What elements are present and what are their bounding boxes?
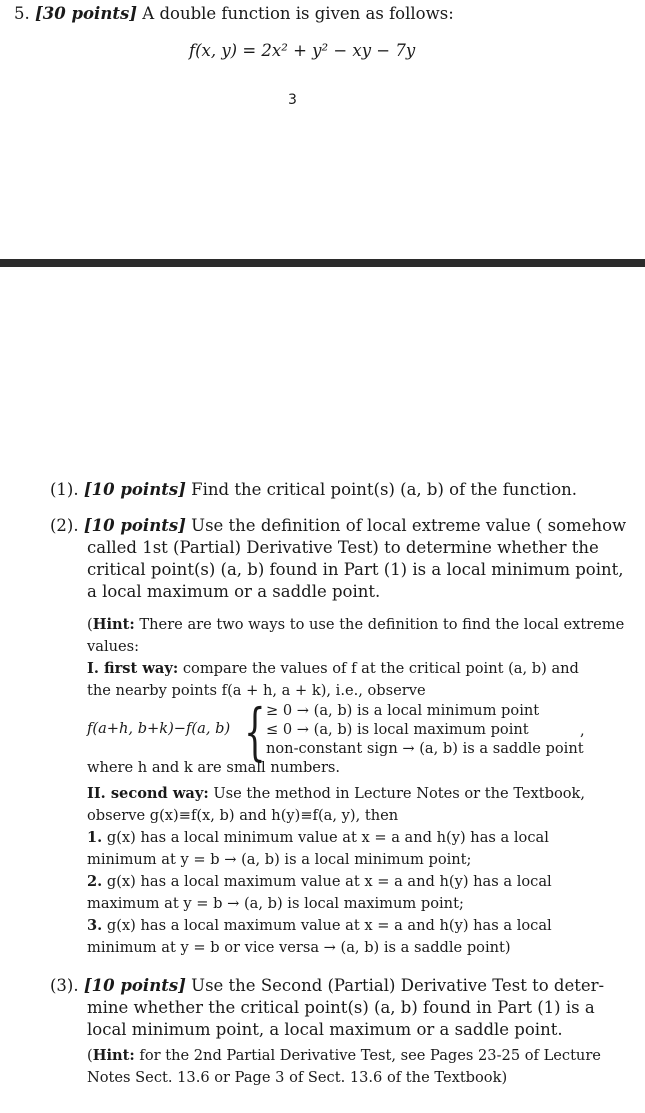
second-way-label: II. second way: — [87, 785, 209, 802]
part1 — [50, 480, 577, 499]
hint-intro-2: values: — [87, 638, 140, 655]
part2-line-2: called 1st (Partial) Derivative Test) to determine whether the — [87, 538, 599, 557]
part3-line-3: local minimum point, a local maximum or a saddle point. — [87, 1020, 563, 1039]
small-numbers-note: where h and k are small numbers. — [87, 759, 341, 776]
problem-header — [14, 4, 454, 23]
hint-intro-1: (Hint: There are two ways to use the definition to find the local extreme — [87, 616, 625, 633]
item-3-line-1: 3. g(x) has a local maximum value at x = a and h(y) has a local — [87, 917, 552, 934]
second-way-line-2: observe g(x)≡f(x, b) and h(y)≡f(a, y), then — [87, 807, 399, 824]
case-maximum: ≤ 0 → (a, b) is local maximum point — [266, 721, 529, 738]
item-2-line-1: 2. g(x) has a local maximum value at x = a and h(y) has a local — [87, 873, 552, 890]
case-minimum: ≥ 0 → (a, b) is a local minimum point — [266, 702, 540, 719]
cases-brace: { — [244, 695, 266, 768]
part2-line-4: a local maximum or a saddle point. — [87, 582, 381, 601]
hint-label: Hint: — [92, 616, 135, 633]
page-divider — [0, 259, 645, 267]
item-2-line-2: maximum at y = b → (a, b) is local maximum point; — [87, 895, 464, 912]
page-number: 3 — [288, 92, 297, 108]
part1-number: (1). — [50, 480, 79, 499]
part2-line-1: (2). [10 points] Use the definition of local extreme value ( somehow — [50, 516, 627, 535]
first-way-label: I. first way: — [87, 660, 179, 677]
part1-points: [10 points] — [83, 480, 186, 499]
item-1-line-1: 1. g(x) has a local minimum value at x = a and h(y) has a local — [87, 829, 549, 846]
first-way-line-2: the nearby points f(a + h, a + k), i.e., observe — [87, 682, 426, 699]
problem-number: 5. — [14, 4, 30, 23]
item-1-line-2: minimum at y = b → (a, b) is a local minimum point; — [87, 851, 472, 868]
part3-hint-line-2: Notes Sect. 13.6 or Page 3 of Sect. 13.6 of the Textbook) — [87, 1069, 508, 1086]
part2-points: [10 points] — [83, 516, 186, 535]
part3-line-2: mine whether the critical point(s) (a, b) found in Part (1) is a — [87, 998, 595, 1017]
difference-expression: f(a+h, b+k)−f(a, b) — [87, 720, 231, 737]
part3-hint-line-1: (Hint: for the 2nd Partial Derivative Test, see Pages 23-25 of Lecture — [87, 1047, 601, 1064]
case-saddle: non-constant sign → (a, b) is a saddle point — [266, 740, 584, 757]
item-3-line-2: minimum at y = b or vice versa → (a, b) is a saddle point) — [87, 939, 511, 956]
part3-line-1: (3). [10 points] Use the Second (Partial) Derivative Test to deter- — [50, 976, 605, 995]
function-formula: f(x, y) = 2x² + y² − xy − 7y — [189, 41, 416, 60]
part3-hint-label: Hint: — [92, 1047, 135, 1064]
second-way-line-1: II. second way: Use the method in Lecture Notes or the Textbook, — [87, 785, 586, 802]
problem-points: [30 points] — [35, 4, 138, 23]
part3-points: [10 points] — [83, 976, 186, 995]
part3-number: (3). — [50, 976, 79, 995]
part1-text: Find the critical point(s) (a, b) of the function. — [191, 480, 578, 499]
case-comma: , — [580, 722, 585, 739]
part2-number: (2). — [50, 516, 79, 535]
first-way-line-1: I. first way: compare the values of f at the critical point (a, b) and — [87, 660, 579, 677]
part2-line-3: critical point(s) (a, b) found in Part (1) is a local minimum point, — [87, 560, 624, 579]
problem-intro: A double function is given as follows: — [142, 4, 454, 23]
